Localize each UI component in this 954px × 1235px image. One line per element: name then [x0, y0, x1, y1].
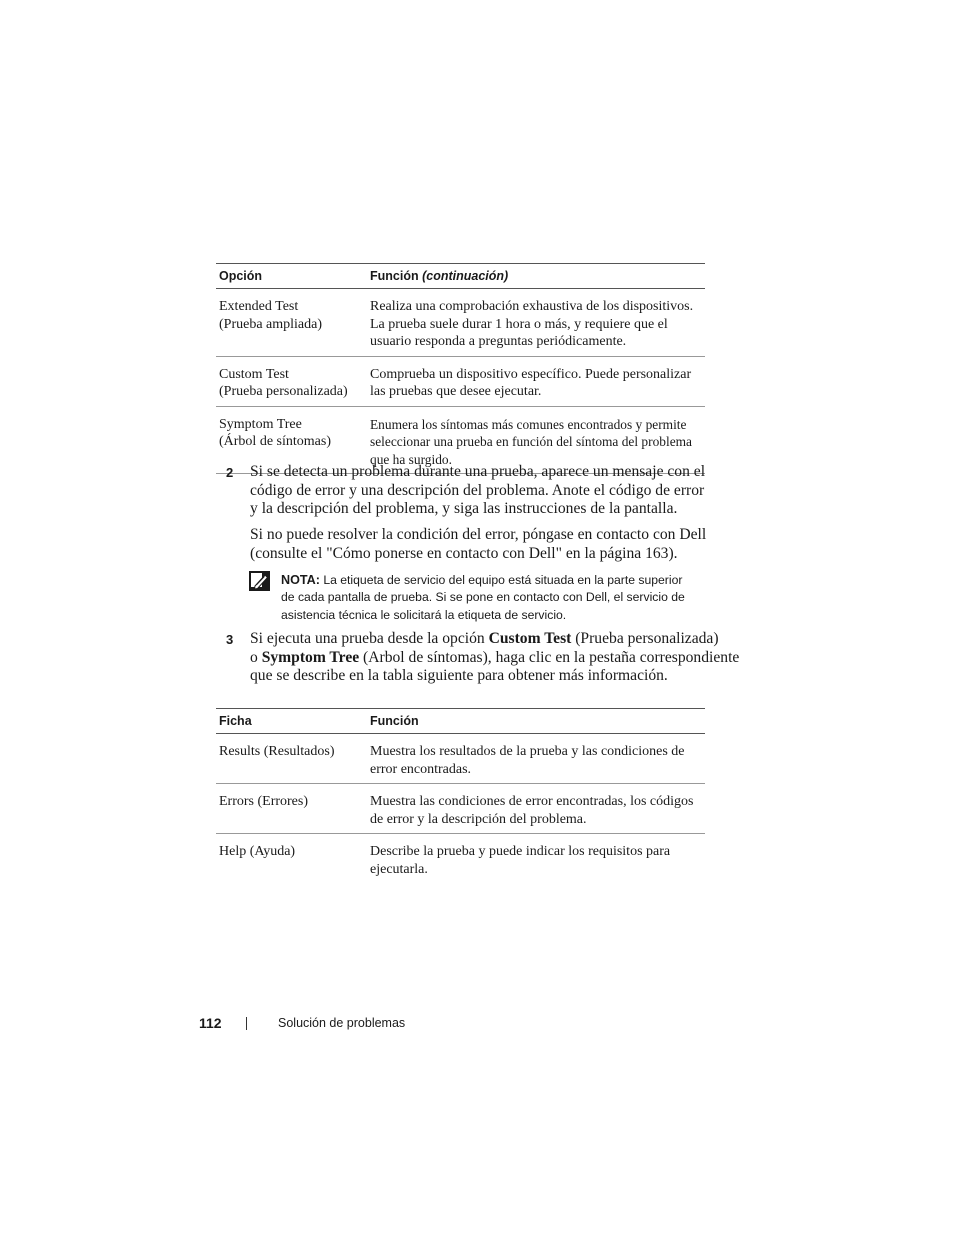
function-cell: Muestra las condiciones de error encontradas, los códigos de error y la descripción del problema.	[367, 784, 705, 834]
table-row	[216, 834, 705, 884]
footer-divider	[246, 1017, 247, 1030]
page-number: 112	[199, 1015, 222, 1031]
options-table	[216, 263, 705, 474]
option-cell: Custom Test (Prueba personalizada)	[216, 356, 367, 406]
table-row	[216, 734, 705, 784]
option-cell: Symptom Tree (Árbol de síntomas)	[216, 406, 367, 474]
function-cell: Muestra los resultados de la prueba y las condiciones de error encontradas.	[367, 734, 705, 784]
tab-cell: Errors (Errores)	[216, 784, 367, 834]
function-cell: Describe la prueba y puede indicar los requisitos para ejecutarla.	[370, 844, 671, 877]
pencil-note-icon	[249, 571, 270, 591]
section-title: Solución de problemas	[278, 1016, 406, 1030]
step-number: 2	[226, 465, 234, 480]
function-cell: Enumera los síntomas más comunes encontrados y permite seleccionar una prueba en función del síntoma del problema que ha surgido.	[367, 406, 705, 474]
tab-cell: Results (Resultados)	[216, 734, 367, 784]
table-header-row	[216, 709, 705, 734]
table-row	[216, 289, 705, 357]
step-2-text: Si se detecta un problema durante una prueba, aparece un mensaje con el código de error y una descripción del problema. Anote el código de error y la descripción del problema, y siga las instrucciones de la pantalla.	[250, 463, 706, 518]
table-row	[216, 784, 705, 834]
tab-cell: Help (Ayuda)	[219, 844, 296, 859]
function-cell: Realiza una comprobación exhaustiva de los dispositivos. La prueba suele durar 1 hora o más, y requiere que el usuario responda a preguntas periódicamente.	[367, 289, 705, 357]
tabs-table	[216, 708, 705, 883]
column-header-function: Función	[367, 709, 705, 734]
table-header-row	[216, 264, 705, 289]
table-row	[216, 356, 705, 406]
step-3-text: Si ejecuta una prueba desde la opción Custom Test (Prueba personalizada) o Symptom Tree (Arbol de síntomas), haga clic en la pestaña correspondiente que se describe en la tabla siguiente para obtener más información.	[250, 630, 740, 685]
column-header-tab: Ficha	[216, 709, 367, 734]
note-label: NOTA:	[281, 573, 320, 587]
note-text: NOTA: La etiqueta de servicio del equipo está situada en la parte superior de cada pantalla de prueba. Si se pone en contacto con Dell, el servicio de asistencia técnica le solicitará la etiqueta de servicio.	[281, 573, 685, 622]
step-2-contact-text: Si no puede resolver la condición del error, póngase en contacto con Dell (consulte el "Cómo ponerse en contacto con Dell" en la página 163).	[250, 526, 707, 562]
function-cell: Comprueba un dispositivo específico. Puede personalizar las pruebas que desee ejecutar.	[367, 356, 705, 406]
column-header-function: Función (continuación)	[367, 264, 705, 289]
column-header-option: Opción	[216, 264, 367, 289]
step-number: 3	[226, 632, 234, 647]
option-cell: Extended Test (Prueba ampliada)	[216, 289, 367, 357]
